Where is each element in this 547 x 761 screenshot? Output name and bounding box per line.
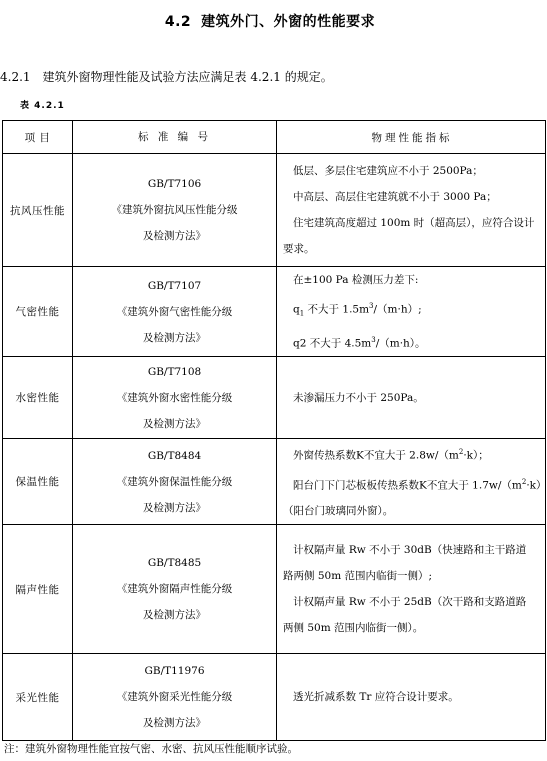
performance-table xyxy=(2,120,546,741)
standard-code: GB/T8484 xyxy=(147,449,202,462)
standard-code: GB/T8485 xyxy=(147,557,202,570)
row-standard xyxy=(73,357,277,439)
row-index xyxy=(277,154,546,267)
standard-title: 《建筑外窗水密性能分级 xyxy=(116,391,233,404)
row-item: 隔声性能 xyxy=(3,525,73,654)
index-line: 在±100 Pa 检测压力差下: xyxy=(293,274,419,286)
clause-text: 建筑外窗物理性能及试验方法应满足表 4.2.1 的规定。 xyxy=(42,70,333,84)
unit-superscript: 3 xyxy=(371,335,376,344)
row-index xyxy=(277,439,546,525)
row-standard xyxy=(73,267,277,357)
standard-title-cont: 及检测方法》 xyxy=(143,417,206,430)
unit-superscript: 2 xyxy=(458,448,464,457)
table-row xyxy=(3,154,546,267)
index-line xyxy=(283,439,541,469)
header-standard: 标 准 编 号 xyxy=(73,121,277,154)
index-line xyxy=(283,469,547,499)
index-text: 阳台门下门芯板板传热系数K不宜大于 1.7w/（m xyxy=(293,479,522,492)
index-text: ·k） xyxy=(526,479,547,492)
standard-title: 《建筑外窗气密性能分级 xyxy=(116,305,233,318)
unit-superscript: 2 xyxy=(521,477,527,486)
table-row xyxy=(3,654,546,741)
index-line: 中高层、高层住宅建筑就不小于 3000 Pa； xyxy=(293,191,497,203)
q-symbol: q xyxy=(293,303,300,316)
index-line: 要求。 xyxy=(283,243,315,255)
standard-title: 《建筑外窗采光性能分级 xyxy=(116,691,233,704)
index-line: 计权隔声量 Rw 不小于 25dB（次干路和支路道路 xyxy=(293,596,527,609)
row-item: 抗风压性能 xyxy=(3,154,73,267)
table-row xyxy=(3,267,546,357)
index-text: 外窗传热系数K不宜大于 2.8w/（m xyxy=(293,449,459,462)
table-label: 表 4.2.1 xyxy=(20,101,65,111)
row-index xyxy=(277,267,546,357)
index-line: （阳台门玻璃同外窗）。 xyxy=(283,505,394,518)
header-index: 物理性能指标 xyxy=(277,121,546,154)
row-index xyxy=(277,525,546,654)
clause-4-2-1 xyxy=(0,68,333,85)
row-standard xyxy=(73,439,277,525)
table-row xyxy=(3,525,546,654)
section-number: 4.2 xyxy=(164,14,192,30)
section-title-text: 建筑外门、外窗的性能要求 xyxy=(201,14,376,30)
standard-code: GB/T7106 xyxy=(147,178,202,190)
standard-code: GB/T11976 xyxy=(144,665,205,678)
table-note: 注：建筑外窗物理性能宜按气密、水密、抗风压性能顺序试验。 xyxy=(4,743,298,755)
standard-title-cont: 及检测方法》 xyxy=(143,331,206,344)
standard-title: 《建筑外窗隔声性能分级 xyxy=(116,583,233,596)
index-line xyxy=(283,293,541,327)
index-line: 低层、多层住宅建筑应不小于 2500Pa； xyxy=(293,165,483,177)
standard-title: 《建筑外窗抗风压性能分级 xyxy=(111,204,238,216)
index-line: 计权隔声量 Rw 不小于 30dB（快速路和主干路道 xyxy=(293,544,527,557)
index-text: ·k）； xyxy=(463,449,489,462)
index-line: 路两侧 50m 范围内临街一侧）; xyxy=(283,570,433,583)
index-line: 住宅建筑高度超过 100m 时（超高层），应符合设计 xyxy=(293,217,535,229)
table-header-row xyxy=(3,121,546,154)
standard-code: GB/T7108 xyxy=(147,365,202,378)
row-item: 采光性能 xyxy=(3,654,73,741)
index-line: 透光折减系数 Tr 应符合设计要求。 xyxy=(293,691,459,704)
clause-number: 4.2.1 xyxy=(0,70,31,84)
index-text: /（m·h）。 xyxy=(375,337,426,350)
index-text: /（m·h）; xyxy=(373,303,422,316)
standard-code: GB/T7107 xyxy=(147,279,202,292)
index-text: 不大于 1.5m xyxy=(307,303,370,316)
row-standard xyxy=(73,154,277,267)
standard-title: 《建筑外窗保温性能分级 xyxy=(116,475,233,488)
index-line: 两侧 50m 范围内临街一侧）。 xyxy=(283,622,424,635)
row-item: 气密性能 xyxy=(3,267,73,357)
index-line: 未渗漏压力不小于 250Pa。 xyxy=(293,391,424,404)
row-index xyxy=(277,654,546,741)
standard-title-cont: 及检测方法》 xyxy=(143,717,206,730)
standard-title-cont: 及检测方法》 xyxy=(143,609,206,622)
row-standard xyxy=(73,654,277,741)
section-title xyxy=(0,11,540,31)
row-standard xyxy=(73,525,277,654)
row-index xyxy=(277,357,546,439)
table-row xyxy=(3,357,546,439)
index-line xyxy=(283,327,541,357)
index-text: q2 不大于 4.5m xyxy=(293,337,372,350)
q-subscript: 1 xyxy=(299,309,305,318)
standard-title-cont: 及检测方法》 xyxy=(143,230,206,242)
row-item: 保温性能 xyxy=(3,439,73,525)
row-item: 水密性能 xyxy=(3,357,73,439)
table-row xyxy=(3,439,546,525)
unit-superscript: 3 xyxy=(369,302,374,310)
header-item: 项 目 xyxy=(3,121,73,154)
standard-title-cont: 及检测方法》 xyxy=(143,501,206,514)
